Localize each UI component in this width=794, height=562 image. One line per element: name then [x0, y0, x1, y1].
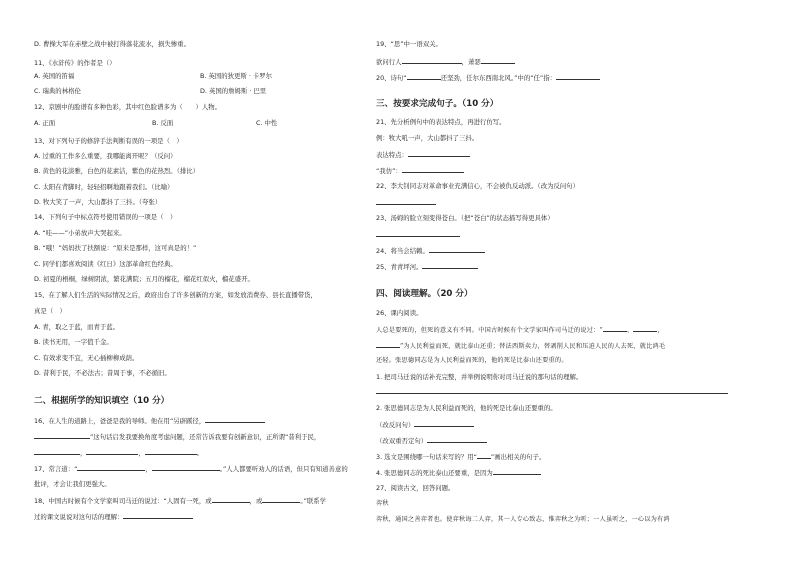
answer-blank[interactable] — [34, 432, 90, 439]
option-d: D. 牧大笑了一声，大山都抖了三抖。（夸张） — [34, 198, 162, 206]
option-c: C. 瑞典的林格伦 — [34, 87, 81, 95]
section-2-heading: 二、根据所学的知识填空（10 分） — [34, 396, 170, 406]
question-27: 27、阅读古文，回答问题。 — [376, 484, 455, 492]
answer-blank[interactable] — [123, 512, 193, 519]
option-c: C. 有效求变不宜，无心插柳柳成荫。 — [34, 354, 139, 362]
question-24: 24、将当会结赖。 — [376, 246, 485, 255]
sub-question-1: 1. 把司马迁说的话补充完整，并举例说明你对司马迁说的那句话的理解。 — [376, 373, 583, 381]
question-14: 14、下列句子中标点符号使用错误的一项是（ ） — [34, 213, 177, 221]
option-a: A. “哇——”小弟放声大哭起来。 — [34, 229, 126, 237]
question-19: 19、“思”中一语双关。 — [376, 40, 442, 48]
question-21: 21、先分析例句中的表达特点，再进行仿写。 — [376, 118, 506, 126]
question-26: 26、课内阅读。 — [376, 309, 423, 317]
question-17: 17、常言道：“ ， 。”人人都要听劝人的话语，但只有知道善意的 — [34, 465, 348, 473]
answer-blank[interactable] — [633, 325, 657, 332]
question-18-cont: 过的课文说说对这句话的理解： — [34, 512, 193, 521]
question-11-options-2 — [34, 87, 267, 95]
question-22: 22、李大钊同志对革命事业充满信心，不会被仇反动派。（改为反问句） — [376, 182, 580, 190]
question-16: 16、在人生的道路上，爸爸是我的导师。他在用“另辟蹊径， — [34, 416, 265, 425]
answer-blank[interactable] — [152, 464, 220, 471]
question-20: 20、诗句“ 还坚劲，任尔东西南北风。”中的“任”指： — [376, 73, 600, 82]
passage-line: 还轻。张思德同志是为人民利益而死的，他的死是比泰山还要重的。 — [376, 357, 568, 364]
answer-blank[interactable] — [86, 448, 138, 455]
option-b: B. 黄色的花淡雅，白色的花素洁，紫色的花热烈。（排比） — [34, 167, 200, 175]
question-16-blanks: ， ， 。 — [34, 448, 203, 457]
question-18: 18、中国古时候有个文学家叫司马迁的说过：“人固有一死，或 ，或 。”联系学 — [34, 497, 327, 505]
question-25: 25、青青坪河。 — [376, 262, 478, 271]
answer-line[interactable] — [376, 236, 460, 237]
imitation-line: “我仿”： — [376, 166, 464, 175]
question-12-options — [34, 119, 278, 127]
question-11-options — [34, 72, 273, 80]
answer-line[interactable] — [376, 204, 436, 205]
question-11: 11、《水浒传》的作者是（） — [34, 59, 116, 67]
question-17-cont: 批评，才会让我们更强大。 — [34, 480, 111, 488]
passage-line: 人总是要死的，但死的意义有不同。中国古时候有个文学家叫作司马迁的说过：“ ， ， — [376, 327, 664, 334]
option-b: B. “哦！”妈妈扶了扶额说：“原来是那样，这可真是的！” — [34, 244, 197, 252]
option-a: A. 英国的笛福 — [34, 72, 75, 80]
answer-blank[interactable] — [408, 150, 470, 157]
option-line: D. 曹操大军在赤壁之战中被打得落花流水，损失惨重。 — [34, 40, 190, 48]
feature-line: 表达特点： — [376, 150, 470, 159]
answer-blank[interactable] — [493, 468, 541, 475]
answer-blank[interactable] — [402, 57, 462, 64]
option-d: D. 昔利于民，不必法古；昔周于事，不必循旧。 — [34, 369, 171, 377]
option-b: B. 反面 — [152, 119, 174, 127]
question-23: 23、汤姆的脸立刻变得苍白。（把“苍白”的状态描写得更具体） — [376, 214, 554, 222]
answer-blank[interactable] — [414, 420, 474, 427]
option-b: B. 英国的狄更斯 · 卡罗尔 — [200, 72, 273, 80]
answer-blank[interactable] — [427, 436, 487, 443]
answer-blank[interactable] — [422, 262, 478, 269]
answer-blank[interactable] — [477, 452, 491, 459]
question-12: 12、京剧中的脸谱有多种色彩，其中红色脸谱多为（ ）人物。 — [34, 103, 222, 111]
question-19-line: 欲问行人 ，萧瑟 — [376, 57, 515, 66]
answer-blank[interactable] — [402, 166, 464, 173]
option-c: C. 太阳在背脚时，轻轻招啊地跟着我们。（比喻） — [34, 183, 174, 191]
answer-blank[interactable] — [145, 448, 197, 455]
answer-blank[interactable] — [556, 73, 600, 80]
option-d: D. 初夏的梧桐，绿树阴浓，繁花满院；五月的榴花，榴花红似火，榴花盛开。 — [34, 275, 254, 283]
question-13: 13、对下列句子的修辞手法判断有误的一项是（ ） — [34, 137, 183, 145]
example-sentence: 例：牧大吼一声，大山都抖了三抖。 — [376, 134, 479, 142]
option-a: A. 青，取之于蓝，而青于蓝。 — [34, 323, 120, 331]
answer-blank[interactable] — [34, 448, 80, 455]
option-a: A. 正面 — [34, 119, 56, 127]
option-c: C. 中性 — [256, 119, 278, 127]
option-b: B. 读书无用，一字值千金。 — [34, 338, 113, 346]
sub-question-3: 3. 选文是围绕哪一句话来写的？用“ ”画出相关的句子。 — [376, 453, 546, 461]
rewrite-rhetorical: （改反问句） — [376, 420, 474, 429]
question-15-cont: 真是（ ） — [34, 307, 66, 315]
answer-blank[interactable] — [212, 496, 250, 503]
question-15: 15、在了解人们生活的实际情况之后，政府出台了许多创新的方案，如发放消费券、县长直播带货， — [34, 291, 317, 299]
sub-question-2: 2. 张思德同志是为人民利益而死的，他的死是比泰山还要重的。 — [376, 404, 557, 412]
answer-blank[interactable] — [481, 57, 515, 64]
sub-question-4: 4. 张思德同志的死比泰山还要重，是因为 — [376, 468, 541, 477]
section-3-heading: 三、按要求完成句子。（10 分） — [376, 99, 499, 109]
option-a: A. 过重的工作多么重要，我哪能离开呢？（反问） — [34, 152, 177, 160]
question-16-cont: ”这句话启发我要换角度考虑问题，还常告诉我要有创新意识，正所谓“昔利于民， — [34, 432, 320, 441]
answer-line[interactable] — [376, 393, 728, 394]
option-d: D. 英国的詹姆斯 · 巴里 — [200, 87, 267, 95]
section-4-heading: 四、阅读理解。（20 分） — [376, 289, 473, 299]
answer-blank[interactable] — [376, 341, 400, 348]
rewrite-double-negative: （改双重否定句） — [376, 436, 487, 445]
classical-title: 弈秋 — [376, 500, 389, 507]
option-c: C. 同学们都喜欢阅读《红日》这部革命红色经典。 — [34, 260, 177, 268]
answer-blank[interactable] — [262, 496, 300, 503]
answer-blank[interactable] — [407, 73, 441, 80]
answer-blank[interactable] — [603, 325, 627, 332]
answer-blank[interactable] — [77, 464, 145, 471]
answer-blank[interactable] — [429, 246, 485, 253]
answer-blank[interactable] — [205, 416, 265, 423]
classical-text: 弈秋，通国之善弈者也。使弈秋诲二人弈，其一人专心致志，惟弈秋之为听；一人虽听之，一心以为有鸿 — [376, 516, 670, 523]
passage-line: ”为人民利益而死，就比泰山还重；替法西斯卖力，替剥削人民和压迫人民的人去死，就比鸿毛 — [376, 341, 665, 351]
